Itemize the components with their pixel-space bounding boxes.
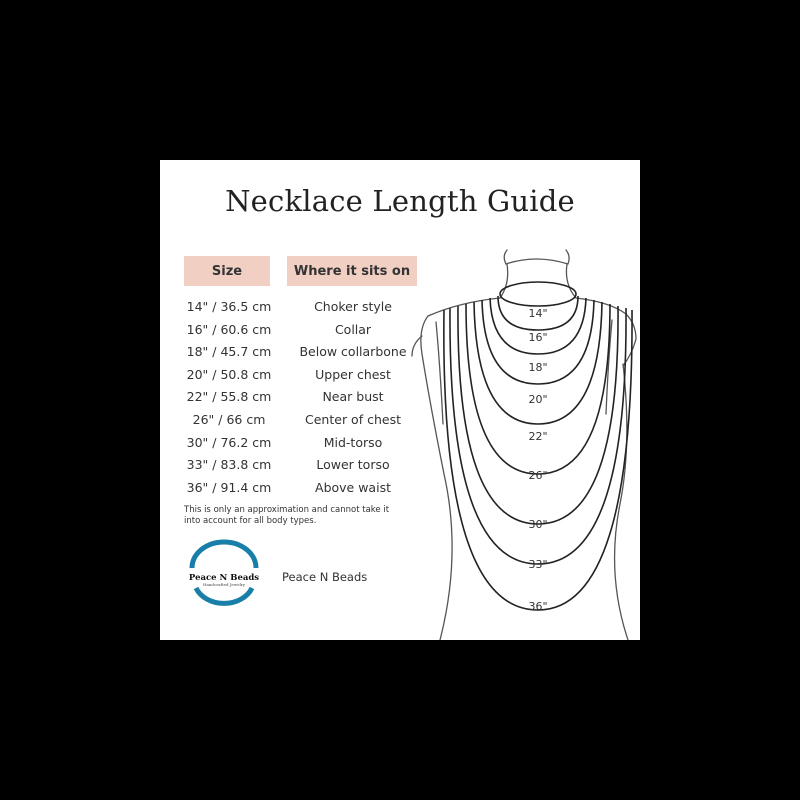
length-table (160, 296, 430, 499)
size-cell: 22" / 55.8 cm (186, 389, 272, 405)
label-26: 26" (528, 469, 548, 482)
label-22: 22" (528, 430, 548, 443)
neck-top-line (506, 250, 569, 264)
table-row (160, 432, 430, 455)
size-cell: 26" / 66 cm (192, 411, 266, 427)
where-cell: Near bust (322, 389, 384, 405)
logo-ring-top (192, 542, 256, 568)
table-row (160, 296, 430, 319)
size-cell: 33" / 83.8 cm (186, 457, 272, 473)
mannequin-figure (410, 244, 640, 640)
disclaimer-note: This is only an approximation and cannot take it into account for all body types. (184, 505, 390, 526)
where-cell: Upper chest (315, 366, 391, 382)
size-cell: 16" / 60.6 cm (186, 321, 272, 337)
size-cell: 18" / 45.7 cm (186, 344, 272, 360)
label-16: 16" (528, 331, 548, 344)
size-column-header: Size (184, 256, 270, 286)
size-cell: 14" / 36.5 cm (186, 299, 272, 314)
where-cell: Choker style (314, 299, 392, 314)
table-row (160, 454, 430, 477)
neck-top-left (504, 250, 507, 264)
logo-tagline: Handcrafted Jewelry (202, 582, 246, 587)
label-33: 33" (528, 558, 548, 571)
size-cell: 36" / 91.4 cm (186, 479, 272, 495)
label-14: 14" (528, 307, 548, 320)
where-cell: Center of chest (305, 411, 401, 427)
label-20: 20" (528, 393, 548, 406)
table-row (160, 386, 430, 409)
brand-name: Peace N Beads (282, 570, 368, 584)
where-cell: Below collarbone (299, 344, 407, 360)
label-30: 30" (528, 518, 548, 531)
where-column-header: Where it sits on (287, 256, 417, 286)
size-cell: 20" / 50.8 cm (186, 366, 272, 382)
torso-left-line (421, 298, 500, 640)
table-row (160, 409, 430, 432)
neck-right-line (566, 264, 576, 298)
label-18: 18" (528, 361, 548, 374)
where-cell: Mid-torso (323, 434, 383, 450)
table-row (160, 341, 430, 364)
where-cell: Collar (334, 321, 372, 337)
necklace-14 (500, 282, 576, 306)
size-cell: 30" / 76.2 cm (186, 434, 272, 450)
where-cell: Lower torso (316, 457, 390, 473)
table-row (160, 319, 430, 342)
neck-left-line (500, 264, 508, 298)
logo-name: Peace N Beads (188, 573, 260, 583)
peace-n-beads-logo (184, 538, 264, 618)
where-cell: Above waist (315, 479, 391, 495)
page-title: Necklace Length Guide (225, 184, 575, 218)
logo-ring-bottom (196, 588, 252, 603)
torso-right-line (615, 364, 628, 640)
table-row (160, 477, 430, 500)
label-36: 36" (528, 600, 548, 613)
necklace-guide-card (160, 160, 640, 640)
table-row (160, 364, 430, 387)
inner-left-line (436, 322, 443, 424)
